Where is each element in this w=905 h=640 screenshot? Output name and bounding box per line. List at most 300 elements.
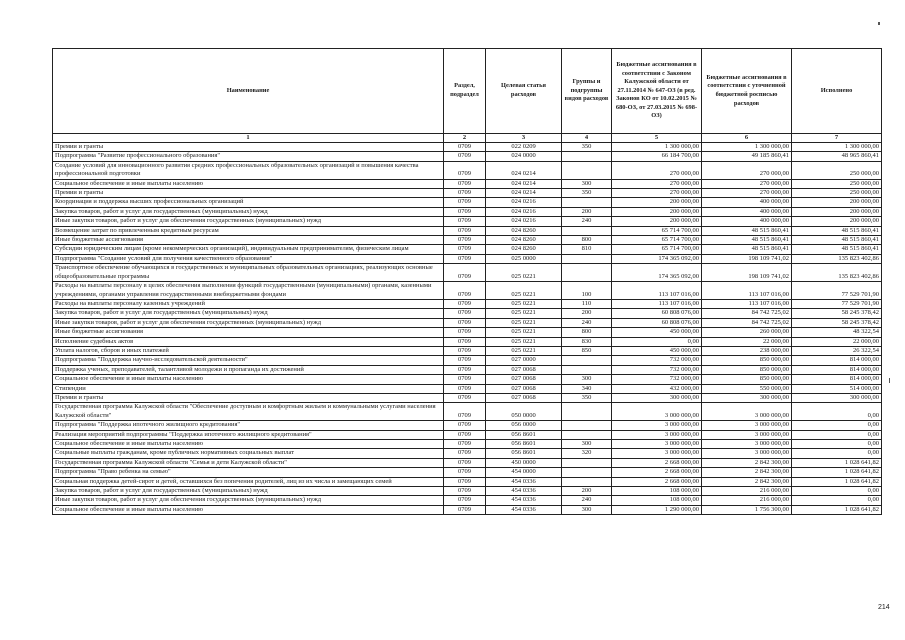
row-group: [562, 226, 612, 235]
table-row: [53, 487, 882, 496]
row-name: Иные закупки товаров, работ и услуг для обеспечения государственных (муниципальных) нужд: [53, 217, 444, 226]
row-budget-law: 732 000,00: [612, 356, 702, 365]
table-row: [53, 189, 882, 198]
row-budget-law: 2 668 000,00: [612, 468, 702, 477]
row-executed: 77 529 701,90: [792, 282, 882, 300]
row-target: 024 8260: [486, 226, 562, 235]
table-row: [53, 198, 882, 207]
row-executed: 1 028 641,82: [792, 505, 882, 514]
row-section: 0709: [444, 189, 486, 198]
row-section: 0709: [444, 356, 486, 365]
row-executed: 135 823 402,86: [792, 254, 882, 263]
row-budget-law: 200 000,00: [612, 217, 702, 226]
row-target: 025 0221: [486, 299, 562, 308]
row-budget-law: 113 107 016,00: [612, 299, 702, 308]
row-target: 027 0068: [486, 393, 562, 402]
row-target: 025 0221: [486, 309, 562, 318]
row-target: 027 0000: [486, 356, 562, 365]
row-section: 0709: [444, 421, 486, 430]
row-name: Исполнение судебных актов: [53, 337, 444, 346]
row-group: [562, 403, 612, 421]
row-group: 350: [562, 393, 612, 402]
table-row: [53, 143, 882, 152]
row-executed: 135 823 402,86: [792, 264, 882, 282]
row-group: 300: [562, 440, 612, 449]
row-target: 022 0209: [486, 143, 562, 152]
row-budget-list: 48 515 860,41: [702, 236, 792, 245]
row-executed: 48 322,54: [792, 328, 882, 337]
header-section: Раздел, подраздел: [444, 49, 486, 134]
row-executed: 1 028 641,82: [792, 468, 882, 477]
row-group: [562, 365, 612, 374]
row-budget-list: 113 107 016,00: [702, 299, 792, 308]
row-budget-list: 2 842 300,00: [702, 458, 792, 467]
row-budget-law: 732 000,00: [612, 365, 702, 374]
row-budget-list: 2 842 300,00: [702, 477, 792, 486]
row-name: Закупка товаров, работ и услуг для государственных (муниципальных) нужд: [53, 207, 444, 216]
table-row: [53, 421, 882, 430]
row-executed: 58 245 378,42: [792, 318, 882, 327]
row-target: 454 0336: [486, 477, 562, 486]
row-name: Иные бюджетные ассигнования: [53, 328, 444, 337]
table-row: [53, 449, 882, 458]
row-group: 300: [562, 179, 612, 188]
row-name: Социальное обеспечение и иные выплаты населению: [53, 375, 444, 384]
row-budget-law: 174 365 092,00: [612, 254, 702, 263]
row-section: 0709: [444, 496, 486, 505]
row-name: Подпрограмма "Поддержка ипотечного жилищного кредитования": [53, 421, 444, 430]
table-row: [53, 458, 882, 467]
row-budget-law: 65 714 700,00: [612, 236, 702, 245]
row-name: Социальное обеспечение и иные выплаты населению: [53, 179, 444, 188]
row-name: Координация и поддержка высших профессиональных организаций: [53, 198, 444, 207]
row-budget-law: 2 668 000,00: [612, 458, 702, 467]
row-target: 024 0216: [486, 207, 562, 216]
row-name: Закупка товаров, работ и услуг для государственных (муниципальных) нужд: [53, 487, 444, 496]
row-budget-list: 3 000 000,00: [702, 403, 792, 421]
row-section: 0709: [444, 179, 486, 188]
table-row: [53, 430, 882, 439]
row-target: 027 0068: [486, 384, 562, 393]
row-budget-law: 108 000,00: [612, 487, 702, 496]
row-group: [562, 430, 612, 439]
row-executed: 58 245 378,42: [792, 309, 882, 318]
table-row: [53, 375, 882, 384]
header-target: Целевая статья расходов: [486, 49, 562, 134]
row-section: 0709: [444, 309, 486, 318]
row-group: 340: [562, 384, 612, 393]
row-name: Создание условий для инновационного развития средних профессиональных образовательных организаций и повышения качества профессиональной подготовки: [53, 161, 444, 179]
row-executed: 0,00: [792, 449, 882, 458]
row-group: [562, 356, 612, 365]
row-group: 300: [562, 375, 612, 384]
table-row: [53, 282, 882, 300]
header-executed: Исполнено: [792, 49, 882, 134]
row-section: 0709: [444, 468, 486, 477]
table-row: [53, 384, 882, 393]
row-name: Иные бюджетные ассигнования: [53, 236, 444, 245]
row-section: 0709: [444, 245, 486, 254]
row-name: Социальные выплаты гражданам, кроме публичных нормативных социальных выплат: [53, 449, 444, 458]
row-budget-law: 60 808 076,00: [612, 309, 702, 318]
header-budget-list: Бюджетные ассигнования в соответствии с уточненной бюджетной росписью расходов: [702, 49, 792, 134]
row-name: Расходы на выплаты персоналу в целях обеспечения выполнения функций государственными (муниципальными) органами, казенными учреждениями, органами управления государственными внебюджетными фондами: [53, 282, 444, 300]
table-row: [53, 356, 882, 365]
row-budget-list: 216 000,00: [702, 487, 792, 496]
row-executed: 1 300 000,00: [792, 143, 882, 152]
row-name: Субсидии юридическим лицам (кроме некоммерческих организаций), индивидуальным предпринимателям, физическим лицам: [53, 245, 444, 254]
row-section: 0709: [444, 440, 486, 449]
table-row: [53, 346, 882, 355]
row-group: 810: [562, 245, 612, 254]
row-budget-law: 270 000,00: [612, 179, 702, 188]
row-budget-law: 3 000 000,00: [612, 403, 702, 421]
row-budget-list: 300 000,00: [702, 393, 792, 402]
table-row: [53, 328, 882, 337]
row-budget-law: 113 107 016,00: [612, 282, 702, 300]
row-budget-law: 0,00: [612, 337, 702, 346]
row-name: Реализация мероприятий подпрограммы "Поддержка ипотечного жилищного кредитования": [53, 430, 444, 439]
row-section: 0709: [444, 161, 486, 179]
row-group: 300: [562, 505, 612, 514]
row-section: 0709: [444, 403, 486, 421]
row-group: 240: [562, 318, 612, 327]
row-group: 830: [562, 337, 612, 346]
row-section: 0709: [444, 375, 486, 384]
row-section: 0709: [444, 264, 486, 282]
row-budget-list: 1 300 000,00: [702, 143, 792, 152]
row-budget-list: 49 185 860,41: [702, 152, 792, 161]
row-executed: 814 000,00: [792, 365, 882, 374]
row-executed: 48 515 860,41: [792, 236, 882, 245]
row-executed: 200 000,00: [792, 207, 882, 216]
row-section: 0709: [444, 207, 486, 216]
row-budget-list: 260 000,00: [702, 328, 792, 337]
row-section: 0709: [444, 143, 486, 152]
row-target: 024 0214: [486, 161, 562, 179]
row-budget-law: 65 714 700,00: [612, 226, 702, 235]
row-target: 024 0214: [486, 179, 562, 188]
row-executed: 250 000,00: [792, 179, 882, 188]
row-budget-law: 200 000,00: [612, 198, 702, 207]
row-section: 0709: [444, 236, 486, 245]
table-row: [53, 254, 882, 263]
row-budget-law: 66 184 700,00: [612, 152, 702, 161]
row-budget-list: 850 000,00: [702, 365, 792, 374]
row-executed: 77 529 701,90: [792, 299, 882, 308]
row-name: Подпрограмма "Право ребенка на семью": [53, 468, 444, 477]
row-budget-law: 732 000,00: [612, 375, 702, 384]
table-row: [53, 365, 882, 374]
row-group: 200: [562, 487, 612, 496]
row-group: 240: [562, 496, 612, 505]
row-name: Премии и гранты: [53, 393, 444, 402]
table-row: [53, 337, 882, 346]
row-target: 056 0000: [486, 421, 562, 430]
row-section: 0709: [444, 393, 486, 402]
row-target: 454 0336: [486, 487, 562, 496]
row-executed: 200 000,00: [792, 217, 882, 226]
row-name: Социальная поддержка детей-сирот и детей, оставшихся без попечения родителей, лиц из их числа и замещающих семей: [53, 477, 444, 486]
row-budget-law: 1 290 000,00: [612, 505, 702, 514]
row-budget-list: 198 109 741,02: [702, 264, 792, 282]
row-target: 056 8601: [486, 440, 562, 449]
row-executed: 0,00: [792, 487, 882, 496]
row-name: Уплата налогов, сборов и иных платежей: [53, 346, 444, 355]
col-num: 6: [702, 134, 792, 143]
row-section: 0709: [444, 282, 486, 300]
row-budget-list: 1 756 300,00: [702, 505, 792, 514]
row-executed: 814 000,00: [792, 375, 882, 384]
row-section: 0709: [444, 365, 486, 374]
row-group: [562, 477, 612, 486]
row-budget-list: 850 000,00: [702, 375, 792, 384]
table-row: [53, 217, 882, 226]
row-budget-law: 3 000 000,00: [612, 430, 702, 439]
row-group: 200: [562, 207, 612, 216]
row-executed: 48 965 860,41: [792, 152, 882, 161]
row-group: 240: [562, 217, 612, 226]
row-name: Расходы на выплаты персоналу казенных учреждений: [53, 299, 444, 308]
row-executed: 514 000,00: [792, 384, 882, 393]
row-target: 025 0000: [486, 254, 562, 263]
row-budget-law: 200 000,00: [612, 207, 702, 216]
row-executed: 0,00: [792, 496, 882, 505]
row-budget-list: 550 000,00: [702, 384, 792, 393]
scan-speck: [889, 378, 890, 383]
col-num: 1: [53, 134, 444, 143]
row-group: 200: [562, 309, 612, 318]
row-executed: 1 028 641,82: [792, 458, 882, 467]
row-section: 0709: [444, 346, 486, 355]
row-target: 025 0221: [486, 318, 562, 327]
row-budget-law: 450 000,00: [612, 346, 702, 355]
row-section: 0709: [444, 152, 486, 161]
col-num: 5: [612, 134, 702, 143]
row-name: Государственная программа Калужской области "Семья и дети Калужской области": [53, 458, 444, 467]
row-name: Возмещение затрат по привлеченным кредитным ресурсам: [53, 226, 444, 235]
row-executed: 1 028 641,82: [792, 477, 882, 486]
row-executed: 26 322,54: [792, 346, 882, 355]
column-numbers-row: [53, 134, 882, 143]
row-budget-list: 3 000 000,00: [702, 421, 792, 430]
row-section: 0709: [444, 337, 486, 346]
row-group: [562, 458, 612, 467]
row-executed: 250 000,00: [792, 161, 882, 179]
row-budget-law: 3 000 000,00: [612, 421, 702, 430]
row-executed: 0,00: [792, 403, 882, 421]
table-row: [53, 477, 882, 486]
row-group: [562, 254, 612, 263]
row-section: 0709: [444, 328, 486, 337]
row-section: 0709: [444, 458, 486, 467]
row-executed: 48 515 860,41: [792, 245, 882, 254]
row-target: 450 0000: [486, 458, 562, 467]
row-target: 024 0000: [486, 152, 562, 161]
table-row: [53, 393, 882, 402]
row-executed: 200 000,00: [792, 198, 882, 207]
header-name: Наименование: [53, 49, 444, 134]
row-target: 024 0214: [486, 189, 562, 198]
table-row: [53, 309, 882, 318]
row-name: Премии и гранты: [53, 143, 444, 152]
row-budget-law: 270 000,00: [612, 161, 702, 179]
table-row: [53, 299, 882, 308]
row-name: Иные закупки товаров, работ и услуг для обеспечения государственных (муниципальных) нужд: [53, 496, 444, 505]
row-group: [562, 198, 612, 207]
row-name: Подпрограмма "Поддержка научно-исследовательской деятельности": [53, 356, 444, 365]
row-executed: 0,00: [792, 430, 882, 439]
row-name: Подпрограмма "Развитие профессионального образования": [53, 152, 444, 161]
row-group: 800: [562, 328, 612, 337]
row-section: 0709: [444, 449, 486, 458]
header-budget-law: Бюджетные ассигнования в соответствии с Законом Калужской области от 27.11.2014 № 647-ОЗ (в ред. Законов КО от 10.02.2015 № 680-ОЗ, от 27.03.2015 № 698-ОЗ): [612, 49, 702, 134]
row-executed: 48 515 860,41: [792, 226, 882, 235]
row-target: 024 8260: [486, 245, 562, 254]
table-row: [53, 226, 882, 235]
table-row: [53, 179, 882, 188]
row-budget-list: 2 842 300,00: [702, 468, 792, 477]
row-executed: 814 000,00: [792, 356, 882, 365]
row-target: 027 0068: [486, 375, 562, 384]
table-row: [53, 236, 882, 245]
row-executed: 300 000,00: [792, 393, 882, 402]
row-budget-law: 3 000 000,00: [612, 449, 702, 458]
table-row: [53, 468, 882, 477]
row-executed: 0,00: [792, 440, 882, 449]
row-target: 454 0000: [486, 468, 562, 477]
scan-speck: [878, 22, 880, 25]
row-budget-law: 65 714 700,00: [612, 245, 702, 254]
row-budget-list: 3 000 000,00: [702, 430, 792, 439]
row-section: 0709: [444, 487, 486, 496]
row-budget-list: 84 742 725,02: [702, 318, 792, 327]
row-budget-law: 450 000,00: [612, 328, 702, 337]
row-group: 800: [562, 236, 612, 245]
row-section: 0709: [444, 384, 486, 393]
table-row: [53, 152, 882, 161]
row-budget-law: 3 000 000,00: [612, 440, 702, 449]
row-budget-list: 400 000,00: [702, 198, 792, 207]
row-target: 025 0221: [486, 328, 562, 337]
row-budget-list: 270 000,00: [702, 161, 792, 179]
row-target: 025 0221: [486, 346, 562, 355]
table-row: [53, 403, 882, 421]
row-name: Премии и гранты: [53, 189, 444, 198]
row-budget-list: 270 000,00: [702, 179, 792, 188]
row-group: 350: [562, 143, 612, 152]
table-row: [53, 496, 882, 505]
row-group: 850: [562, 346, 612, 355]
row-budget-list: 216 000,00: [702, 496, 792, 505]
row-budget-list: 3 000 000,00: [702, 449, 792, 458]
row-budget-list: 84 742 725,02: [702, 309, 792, 318]
row-executed: 22 000,00: [792, 337, 882, 346]
page-number: 214: [878, 604, 890, 611]
row-group: 100: [562, 282, 612, 300]
row-section: 0709: [444, 477, 486, 486]
header-group: Группы и подгруппы видов расходов: [562, 49, 612, 134]
row-budget-law: 1 300 000,00: [612, 143, 702, 152]
row-budget-list: 22 000,00: [702, 337, 792, 346]
row-budget-list: 850 000,00: [702, 356, 792, 365]
table-row: [53, 318, 882, 327]
col-num: 3: [486, 134, 562, 143]
row-target: 454 0336: [486, 496, 562, 505]
row-executed: 250 000,00: [792, 189, 882, 198]
row-section: 0709: [444, 254, 486, 263]
table-row: [53, 207, 882, 216]
row-budget-law: 270 000,00: [612, 189, 702, 198]
row-target: 024 0216: [486, 198, 562, 207]
row-budget-law: 174 365 092,00: [612, 264, 702, 282]
row-name: Закупка товаров, работ и услуг для государственных (муниципальных) нужд: [53, 309, 444, 318]
row-group: 110: [562, 299, 612, 308]
row-budget-law: 60 808 076,00: [612, 318, 702, 327]
row-group: [562, 152, 612, 161]
row-group: [562, 264, 612, 282]
row-target: 056 8601: [486, 449, 562, 458]
table-body: [53, 143, 882, 515]
row-target: 050 0000: [486, 403, 562, 421]
row-section: 0709: [444, 217, 486, 226]
col-num: 2: [444, 134, 486, 143]
row-group: 350: [562, 189, 612, 198]
row-section: 0709: [444, 318, 486, 327]
table-row: [53, 264, 882, 282]
row-group: [562, 161, 612, 179]
row-budget-list: 113 107 016,00: [702, 282, 792, 300]
row-target: 025 0221: [486, 337, 562, 346]
row-group: [562, 421, 612, 430]
row-budget-list: 48 515 860,41: [702, 245, 792, 254]
row-budget-list: 3 000 000,00: [702, 440, 792, 449]
row-target: 025 0221: [486, 282, 562, 300]
header-row: [53, 49, 882, 134]
row-section: 0709: [444, 505, 486, 514]
table-row: [53, 440, 882, 449]
row-target: 024 8260: [486, 236, 562, 245]
row-target: 454 0336: [486, 505, 562, 514]
row-target: 024 0216: [486, 217, 562, 226]
row-name: Государственная программа Калужской области "Обеспечение доступным и комфортным жильем и коммунальными услугами населения Калужской области": [53, 403, 444, 421]
row-budget-law: 300 000,00: [612, 393, 702, 402]
row-target: 027 0068: [486, 365, 562, 374]
row-budget-law: 432 000,00: [612, 384, 702, 393]
table-row: [53, 245, 882, 254]
row-name: Иные закупки товаров, работ и услуг для обеспечения государственных (муниципальных) нужд: [53, 318, 444, 327]
row-budget-list: 400 000,00: [702, 217, 792, 226]
row-budget-law: 2 668 000,00: [612, 477, 702, 486]
row-name: Транспортное обеспечение обучающихся в государственных и муниципальных образовательных организациях, реализующих основные общеобразовательные программы: [53, 264, 444, 282]
row-budget-list: 238 000,00: [702, 346, 792, 355]
col-num: 7: [792, 134, 882, 143]
row-section: 0709: [444, 430, 486, 439]
row-section: 0709: [444, 299, 486, 308]
row-budget-list: 198 109 741,02: [702, 254, 792, 263]
row-budget-list: 270 000,00: [702, 189, 792, 198]
row-target: 025 0221: [486, 264, 562, 282]
row-group: [562, 468, 612, 477]
row-name: Социальное обеспечение и иные выплаты населению: [53, 505, 444, 514]
row-name: Поддержка ученых, преподавателей, талантливой молодежи и пропаганда их достижений: [53, 365, 444, 374]
col-num: 4: [562, 134, 612, 143]
row-group: 320: [562, 449, 612, 458]
row-executed: 0,00: [792, 421, 882, 430]
table-row: [53, 161, 882, 179]
row-budget-list: 400 000,00: [702, 207, 792, 216]
budget-table: [52, 48, 882, 515]
